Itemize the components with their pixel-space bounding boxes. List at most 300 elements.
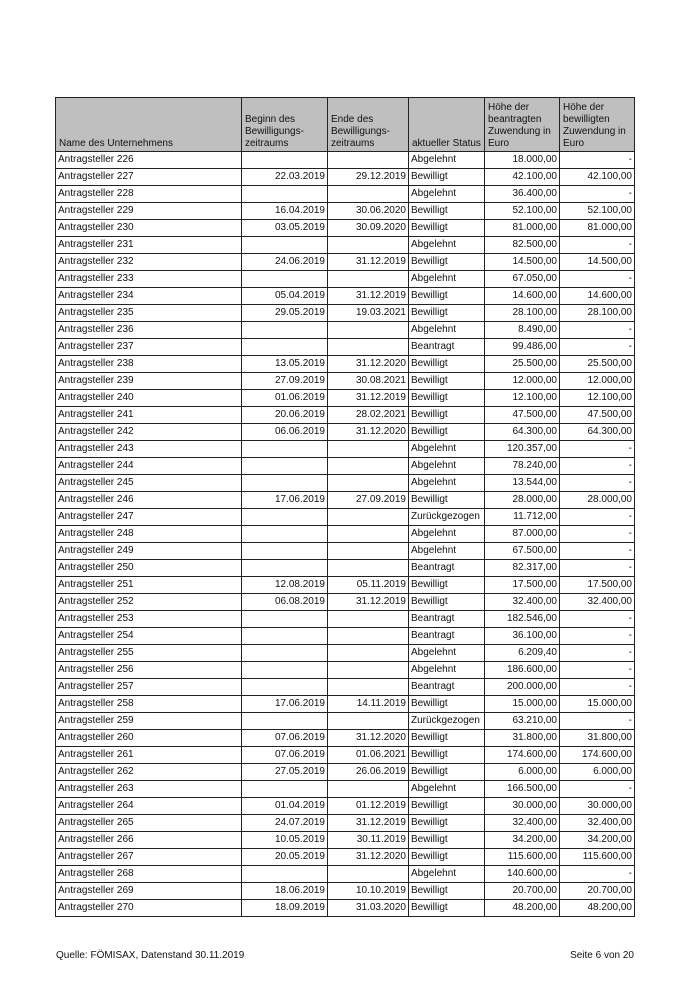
cell-company-name: Antragsteller 269 [56,883,242,900]
cell-company-name: Antragsteller 226 [56,152,242,169]
cell-granted-amount: 28.000,00 [560,492,635,509]
cell-company-name: Antragsteller 243 [56,441,242,458]
cell-requested-amount: 166.500,00 [485,781,560,798]
cell-period-end: 31.12.2019 [328,594,409,611]
cell-status: Bewilligt [409,254,485,271]
cell-requested-amount: 14.600,00 [485,288,560,305]
cell-company-name: Antragsteller 228 [56,186,242,203]
cell-status: Bewilligt [409,424,485,441]
cell-requested-amount: 12.000,00 [485,373,560,390]
cell-company-name: Antragsteller 259 [56,713,242,730]
cell-granted-amount: 25.500,00 [560,356,635,373]
table-row [56,186,635,203]
cell-status: Bewilligt [409,169,485,186]
cell-granted-amount: - [560,611,635,628]
table-row [56,203,635,220]
cell-granted-amount: - [560,237,635,254]
cell-period-end [328,509,409,526]
cell-status: Beantragt [409,611,485,628]
cell-status: Bewilligt [409,883,485,900]
header-company-name: Name des Unternehmens [56,98,242,152]
header-period-begin: Beginn des Bewilligungs-zeitraums [242,98,328,152]
cell-status: Beantragt [409,628,485,645]
header-requested-amount: Höhe der beantragten Zuwendung in Euro [485,98,560,152]
cell-period-end: 31.12.2020 [328,424,409,441]
cell-granted-amount: 115.600,00 [560,849,635,866]
cell-company-name: Antragsteller 264 [56,798,242,815]
header-granted-amount: Höhe der bewilligten Zuwendung in Euro [560,98,635,152]
cell-status: Abgelehnt [409,186,485,203]
cell-company-name: Antragsteller 253 [56,611,242,628]
cell-period-begin [242,152,328,169]
cell-status: Abgelehnt [409,543,485,560]
cell-requested-amount: 174.600,00 [485,747,560,764]
cell-company-name: Antragsteller 267 [56,849,242,866]
cell-period-end: 10.10.2019 [328,883,409,900]
cell-period-end: 31.12.2020 [328,356,409,373]
cell-status: Abgelehnt [409,271,485,288]
cell-requested-amount: 200.000,00 [485,679,560,696]
cell-company-name: Antragsteller 245 [56,475,242,492]
cell-granted-amount: 48.200,00 [560,900,635,917]
cell-period-begin: 24.06.2019 [242,254,328,271]
cell-period-end: 31.12.2020 [328,730,409,747]
cell-period-begin: 27.05.2019 [242,764,328,781]
cell-period-begin: 22.03.2019 [242,169,328,186]
cell-period-begin [242,713,328,730]
cell-status: Abgelehnt [409,662,485,679]
cell-period-end: 29.12.2019 [328,169,409,186]
cell-granted-amount: - [560,509,635,526]
cell-status: Abgelehnt [409,441,485,458]
cell-period-end [328,781,409,798]
cell-granted-amount: 34.200,00 [560,832,635,849]
cell-period-end: 31.12.2019 [328,390,409,407]
cell-status: Beantragt [409,339,485,356]
cell-period-end [328,628,409,645]
cell-period-end [328,152,409,169]
table-row [56,866,635,883]
cell-requested-amount: 32.400,00 [485,594,560,611]
cell-period-begin: 12.08.2019 [242,577,328,594]
table-row [56,696,635,713]
cell-granted-amount: 31.800,00 [560,730,635,747]
table-row [56,390,635,407]
table-row [56,764,635,781]
cell-period-end [328,679,409,696]
cell-status: Zurückgezogen [409,509,485,526]
table-row [56,254,635,271]
cell-company-name: Antragsteller 238 [56,356,242,373]
table-row [56,509,635,526]
cell-company-name: Antragsteller 249 [56,543,242,560]
table-row [56,577,635,594]
cell-status: Bewilligt [409,356,485,373]
table-row [56,492,635,509]
cell-granted-amount: - [560,713,635,730]
cell-period-end: 05.11.2019 [328,577,409,594]
cell-period-begin: 16.04.2019 [242,203,328,220]
cell-requested-amount: 28.100,00 [485,305,560,322]
cell-status: Bewilligt [409,747,485,764]
cell-granted-amount: - [560,679,635,696]
table-row [56,645,635,662]
table-row [56,237,635,254]
cell-period-begin: 05.04.2019 [242,288,328,305]
cell-company-name: Antragsteller 261 [56,747,242,764]
cell-requested-amount: 82.317,00 [485,560,560,577]
cell-period-end: 30.11.2019 [328,832,409,849]
cell-granted-amount: - [560,186,635,203]
cell-requested-amount: 17.500,00 [485,577,560,594]
cell-period-end [328,458,409,475]
cell-granted-amount: - [560,271,635,288]
cell-company-name: Antragsteller 234 [56,288,242,305]
cell-requested-amount: 13.544,00 [485,475,560,492]
cell-status: Bewilligt [409,492,485,509]
cell-period-begin [242,186,328,203]
cell-requested-amount: 81.000,00 [485,220,560,237]
cell-company-name: Antragsteller 251 [56,577,242,594]
cell-granted-amount: - [560,458,635,475]
cell-granted-amount: 14.500,00 [560,254,635,271]
cell-company-name: Antragsteller 254 [56,628,242,645]
cell-granted-amount: 20.700,00 [560,883,635,900]
cell-granted-amount: 52.100,00 [560,203,635,220]
cell-status: Beantragt [409,560,485,577]
table-row [56,152,635,169]
table-row [56,628,635,645]
table-body [56,152,635,917]
cell-requested-amount: 6.209,40 [485,645,560,662]
cell-period-begin: 24.07.2019 [242,815,328,832]
cell-granted-amount: 81.000,00 [560,220,635,237]
cell-period-end [328,560,409,577]
cell-period-begin: 20.06.2019 [242,407,328,424]
cell-period-end: 01.12.2019 [328,798,409,815]
cell-company-name: Antragsteller 248 [56,526,242,543]
cell-company-name: Antragsteller 241 [56,407,242,424]
table-row [56,271,635,288]
cell-company-name: Antragsteller 258 [56,696,242,713]
cell-period-begin [242,628,328,645]
cell-granted-amount: - [560,543,635,560]
cell-status: Beantragt [409,679,485,696]
cell-period-begin: 07.06.2019 [242,747,328,764]
table-row [56,169,635,186]
cell-period-begin [242,526,328,543]
cell-granted-amount: - [560,526,635,543]
cell-period-begin: 03.05.2019 [242,220,328,237]
cell-status: Abgelehnt [409,526,485,543]
cell-period-begin [242,509,328,526]
cell-status: Bewilligt [409,815,485,832]
cell-requested-amount: 120.357,00 [485,441,560,458]
cell-company-name: Antragsteller 266 [56,832,242,849]
cell-status: Abgelehnt [409,781,485,798]
cell-status: Bewilligt [409,220,485,237]
cell-granted-amount: - [560,866,635,883]
cell-status: Bewilligt [409,390,485,407]
cell-period-begin [242,662,328,679]
cell-status: Bewilligt [409,594,485,611]
cell-period-begin [242,339,328,356]
cell-period-begin [242,322,328,339]
cell-company-name: Antragsteller 236 [56,322,242,339]
table-row [56,339,635,356]
table-header [56,98,635,152]
table-row [56,730,635,747]
cell-company-name: Antragsteller 227 [56,169,242,186]
cell-status: Bewilligt [409,832,485,849]
cell-company-name: Antragsteller 250 [56,560,242,577]
cell-period-end [328,645,409,662]
cell-period-end [328,237,409,254]
cell-requested-amount: 87.000,00 [485,526,560,543]
cell-company-name: Antragsteller 229 [56,203,242,220]
table-row [56,594,635,611]
cell-company-name: Antragsteller 244 [56,458,242,475]
cell-period-begin: 17.06.2019 [242,696,328,713]
cell-period-end: 30.06.2020 [328,203,409,220]
cell-status: Bewilligt [409,696,485,713]
cell-requested-amount: 14.500,00 [485,254,560,271]
cell-requested-amount: 11.712,00 [485,509,560,526]
cell-requested-amount: 18.000,00 [485,152,560,169]
cell-status: Abgelehnt [409,152,485,169]
cell-period-end [328,271,409,288]
cell-period-begin [242,441,328,458]
cell-status: Bewilligt [409,305,485,322]
cell-requested-amount: 52.100,00 [485,203,560,220]
page-number: Seite 6 von 20 [570,950,634,961]
table-row [56,543,635,560]
cell-status: Abgelehnt [409,458,485,475]
table-row [56,220,635,237]
cell-requested-amount: 182.546,00 [485,611,560,628]
cell-period-end: 14.11.2019 [328,696,409,713]
cell-company-name: Antragsteller 260 [56,730,242,747]
cell-period-begin: 01.06.2019 [242,390,328,407]
table-row [56,815,635,832]
cell-requested-amount: 36.400,00 [485,186,560,203]
cell-period-begin: 13.05.2019 [242,356,328,373]
cell-period-end: 28.02.2021 [328,407,409,424]
cell-status: Bewilligt [409,373,485,390]
cell-company-name: Antragsteller 233 [56,271,242,288]
cell-company-name: Antragsteller 240 [56,390,242,407]
cell-company-name: Antragsteller 252 [56,594,242,611]
cell-granted-amount: - [560,645,635,662]
cell-requested-amount: 6.000,00 [485,764,560,781]
table-row [56,458,635,475]
cell-period-begin [242,458,328,475]
cell-company-name: Antragsteller 231 [56,237,242,254]
cell-period-end [328,322,409,339]
cell-requested-amount: 63.210,00 [485,713,560,730]
cell-company-name: Antragsteller 255 [56,645,242,662]
cell-granted-amount: 64.300,00 [560,424,635,441]
cell-period-end: 31.12.2019 [328,815,409,832]
cell-period-begin: 06.06.2019 [242,424,328,441]
cell-status: Bewilligt [409,577,485,594]
table-row [56,407,635,424]
cell-period-begin [242,237,328,254]
cell-period-begin [242,645,328,662]
cell-status: Abgelehnt [409,475,485,492]
cell-status: Bewilligt [409,203,485,220]
cell-period-end: 01.06.2021 [328,747,409,764]
cell-period-begin: 18.09.2019 [242,900,328,917]
cell-period-begin: 01.04.2019 [242,798,328,815]
cell-requested-amount: 20.700,00 [485,883,560,900]
cell-granted-amount: - [560,152,635,169]
cell-period-end [328,526,409,543]
cell-requested-amount: 115.600,00 [485,849,560,866]
cell-granted-amount: 15.000,00 [560,696,635,713]
cell-company-name: Antragsteller 247 [56,509,242,526]
cell-granted-amount: 6.000,00 [560,764,635,781]
cell-requested-amount: 36.100,00 [485,628,560,645]
cell-granted-amount: - [560,322,635,339]
cell-status: Bewilligt [409,798,485,815]
grant-table [55,97,635,917]
table-row [56,356,635,373]
cell-period-begin: 18.06.2019 [242,883,328,900]
cell-granted-amount: 47.500,00 [560,407,635,424]
cell-status: Bewilligt [409,288,485,305]
cell-requested-amount: 28.000,00 [485,492,560,509]
header-period-end: Ende des Bewilligungs-zeitraums [328,98,409,152]
cell-status: Bewilligt [409,900,485,917]
cell-status: Abgelehnt [409,866,485,883]
cell-period-begin [242,611,328,628]
table-row [56,713,635,730]
cell-granted-amount: 17.500,00 [560,577,635,594]
cell-granted-amount: - [560,441,635,458]
cell-requested-amount: 82.500,00 [485,237,560,254]
cell-company-name: Antragsteller 265 [56,815,242,832]
cell-period-begin: 29.05.2019 [242,305,328,322]
cell-requested-amount: 42.100,00 [485,169,560,186]
cell-company-name: Antragsteller 268 [56,866,242,883]
cell-company-name: Antragsteller 257 [56,679,242,696]
table-row [56,526,635,543]
table-row [56,798,635,815]
cell-period-begin [242,679,328,696]
cell-status: Abgelehnt [409,237,485,254]
table-row [56,900,635,917]
table-row [56,679,635,696]
cell-granted-amount: - [560,560,635,577]
cell-period-begin: 06.08.2019 [242,594,328,611]
cell-granted-amount: 12.100,00 [560,390,635,407]
cell-requested-amount: 30.000,00 [485,798,560,815]
cell-status: Zurückgezogen [409,713,485,730]
cell-company-name: Antragsteller 239 [56,373,242,390]
cell-granted-amount: 12.000,00 [560,373,635,390]
footer-source: Quelle: FÖMISAX, Datenstand 30.11.2019 [56,950,245,961]
cell-granted-amount: 174.600,00 [560,747,635,764]
table-row [56,849,635,866]
cell-period-end: 31.12.2019 [328,288,409,305]
table-row [56,747,635,764]
cell-company-name: Antragsteller 246 [56,492,242,509]
cell-period-end [328,475,409,492]
cell-company-name: Antragsteller 242 [56,424,242,441]
cell-requested-amount: 34.200,00 [485,832,560,849]
cell-period-begin: 20.05.2019 [242,849,328,866]
cell-period-end: 31.03.2020 [328,900,409,917]
cell-granted-amount: 32.400,00 [560,594,635,611]
cell-period-begin [242,781,328,798]
cell-requested-amount: 47.500,00 [485,407,560,424]
cell-status: Bewilligt [409,849,485,866]
cell-requested-amount: 186.600,00 [485,662,560,679]
cell-status: Bewilligt [409,730,485,747]
cell-granted-amount: 28.100,00 [560,305,635,322]
cell-requested-amount: 32.400,00 [485,815,560,832]
cell-requested-amount: 140.600,00 [485,866,560,883]
cell-period-begin [242,543,328,560]
cell-period-end [328,186,409,203]
table-row [56,288,635,305]
cell-company-name: Antragsteller 230 [56,220,242,237]
cell-granted-amount: - [560,628,635,645]
table-row [56,424,635,441]
cell-period-end: 30.09.2020 [328,220,409,237]
cell-company-name: Antragsteller 232 [56,254,242,271]
cell-requested-amount: 48.200,00 [485,900,560,917]
cell-period-begin [242,866,328,883]
cell-granted-amount: - [560,781,635,798]
table-row [56,373,635,390]
header-status: aktueller Status [409,98,485,152]
table-row [56,322,635,339]
cell-requested-amount: 25.500,00 [485,356,560,373]
cell-granted-amount: 30.000,00 [560,798,635,815]
cell-period-begin: 10.05.2019 [242,832,328,849]
cell-company-name: Antragsteller 235 [56,305,242,322]
cell-requested-amount: 12.100,00 [485,390,560,407]
cell-period-end [328,713,409,730]
cell-period-end: 27.09.2019 [328,492,409,509]
cell-period-end [328,866,409,883]
cell-period-end [328,543,409,560]
cell-period-begin: 07.06.2019 [242,730,328,747]
cell-requested-amount: 99.486,00 [485,339,560,356]
cell-period-end: 26.06.2019 [328,764,409,781]
cell-company-name: Antragsteller 270 [56,900,242,917]
cell-status: Bewilligt [409,407,485,424]
table-row [56,441,635,458]
cell-granted-amount: - [560,662,635,679]
cell-period-end: 31.12.2019 [328,254,409,271]
table-row [56,832,635,849]
cell-company-name: Antragsteller 237 [56,339,242,356]
cell-period-end: 19.03.2021 [328,305,409,322]
cell-period-end: 31.12.2020 [328,849,409,866]
cell-requested-amount: 78.240,00 [485,458,560,475]
cell-company-name: Antragsteller 263 [56,781,242,798]
cell-granted-amount: 42.100,00 [560,169,635,186]
cell-period-end: 30.08.2021 [328,373,409,390]
table-row [56,781,635,798]
cell-period-end [328,339,409,356]
cell-period-end [328,441,409,458]
table-row [56,611,635,628]
cell-requested-amount: 31.800,00 [485,730,560,747]
